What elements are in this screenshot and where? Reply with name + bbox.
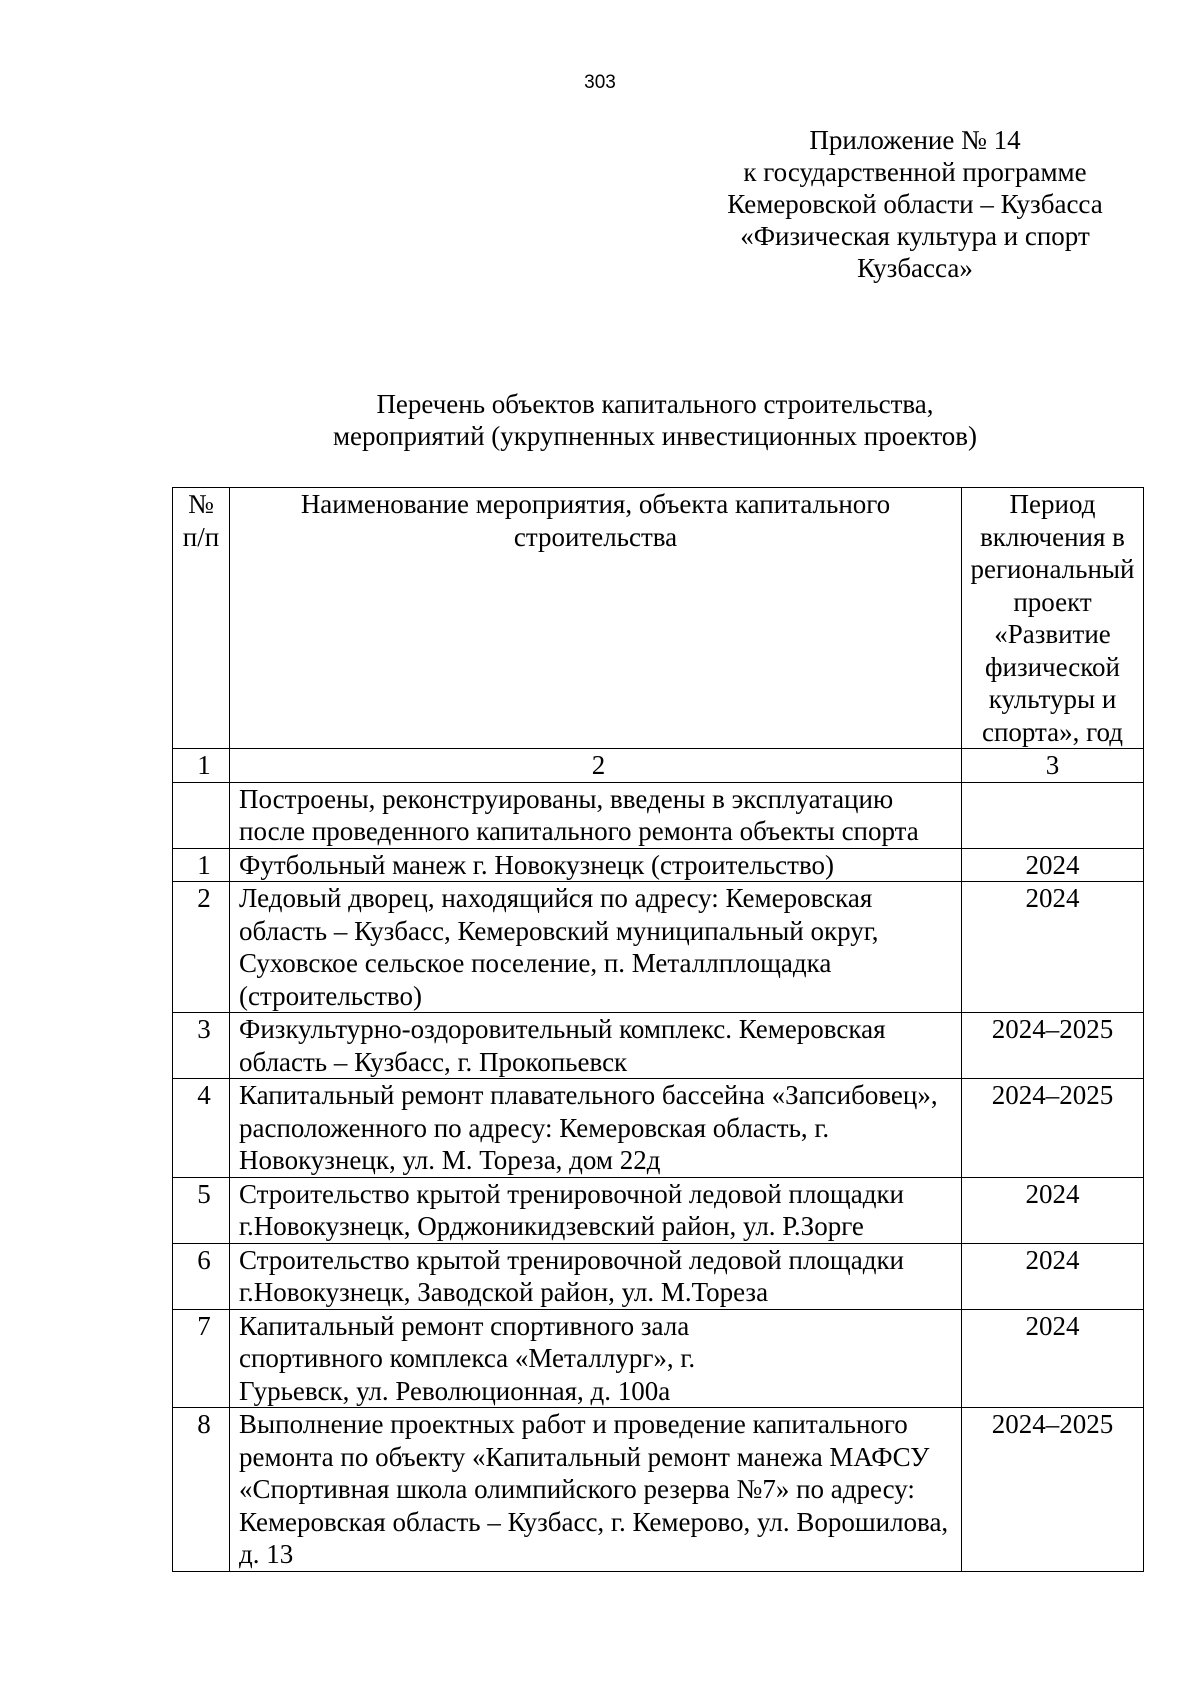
row-number: 8 (173, 1408, 230, 1572)
table-row (173, 1243, 1144, 1309)
table-header-row (173, 488, 1144, 749)
table-row (173, 1309, 1144, 1408)
appendix-line: Приложение № 14 (809, 125, 1021, 155)
row-name: Капитальный ремонт спортивного зала спортивного комплекса «Металлург», г. Гурьевск, ул. Революционная, д. 100а (230, 1309, 962, 1408)
header-num: № п/п (173, 488, 230, 749)
row-number: 2 (173, 882, 230, 1013)
document-title (170, 388, 1140, 452)
row-number: 7 (173, 1309, 230, 1408)
row-period: 2024–2025 (962, 1408, 1144, 1572)
row-period: 2024 (962, 1243, 1144, 1309)
row-period: 2024–2025 (962, 1079, 1144, 1178)
row-period: 2024 (962, 848, 1144, 882)
title-line: мероприятий (укрупненных инвестиционных проектов) (332, 421, 978, 451)
table-row (173, 1177, 1144, 1243)
row-name: Строительство крытой тренировочной ледовой площадки г.Новокузнецк, Заводской район, ул. М.Тореза (230, 1243, 962, 1309)
row-name: Ледовый дворец, находящийся по адресу: Кемеровская область – Кузбасс, Кемеровский муниципальный округ, Суховское сельское поселение, п. Металлплощадка (строительство) (230, 882, 962, 1013)
table-row (173, 848, 1144, 882)
table-row (173, 882, 1144, 1013)
objects-table (172, 487, 1144, 1572)
section-heading-row (173, 782, 1144, 848)
appendix-heading (660, 124, 1170, 284)
column-number: 2 (230, 749, 962, 783)
row-number: 5 (173, 1177, 230, 1243)
row-name: Строительство крытой тренировочной ледовой площадки г.Новокузнецк, Орджоникидзевский район, ул. Р.Зорге (230, 1177, 962, 1243)
row-period: 2024 (962, 1177, 1144, 1243)
table-row (173, 1013, 1144, 1079)
column-number-row (173, 749, 1144, 783)
row-number: 6 (173, 1243, 230, 1309)
appendix-line: Кузбасса» (857, 253, 973, 283)
row-name: Капитальный ремонт плавательного бассейна «Запсибовец», расположенного по адресу: Кемеровская область, г. Новокузнецк, ул. М. Тореза, дом 22д (230, 1079, 962, 1178)
section-heading: Построены, реконструированы, введены в эксплуатацию после проведенного капитального ремонта объекты спорта (230, 782, 962, 848)
row-number: 1 (173, 848, 230, 882)
header-period: Период включения в региональный проект «Развитие физической культуры и спорта», год (962, 488, 1144, 749)
row-name: Физкультурно-оздоровительный комплекс. Кемеровская область – Кузбасс, г. Прокопьевск (230, 1013, 962, 1079)
table-row (173, 1408, 1144, 1572)
title-line: Перечень объектов капитального строительства, (376, 389, 934, 419)
row-number: 3 (173, 1013, 230, 1079)
row-period: 2024 (962, 1309, 1144, 1408)
page-number: 303 (584, 72, 616, 93)
row-period: 2024–2025 (962, 1013, 1144, 1079)
appendix-line: Кемеровской области – Кузбасса (727, 189, 1103, 219)
row-name: Футбольный манеж г. Новокузнецк (строительство) (230, 848, 962, 882)
table-row (173, 1079, 1144, 1178)
column-number: 1 (173, 749, 230, 783)
empty-cell (173, 782, 230, 848)
row-period: 2024 (962, 882, 1144, 1013)
row-number: 4 (173, 1079, 230, 1178)
row-name: Выполнение проектных работ и проведение капитального ремонта по объекту «Капитальный ремонт манежа МАФСУ «Спортивная школа олимпийского резерва №7» по адресу: Кемеровская область – Кузбасс, г. Кемерово, ул. Ворошилова, д. 13 (230, 1408, 962, 1572)
header-name: Наименование мероприятия, объекта капитального строительства (230, 488, 962, 749)
empty-cell (962, 782, 1144, 848)
column-number: 3 (962, 749, 1144, 783)
appendix-line: «Физическая культура и спорт (740, 221, 1090, 251)
appendix-line: к государственной программе (743, 157, 1087, 187)
